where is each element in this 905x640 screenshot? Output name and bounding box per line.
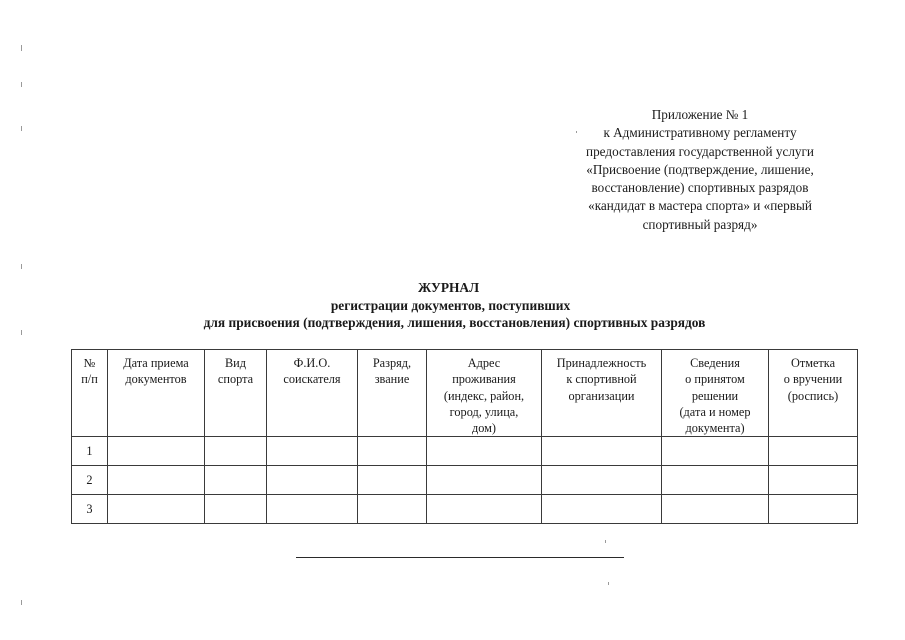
column-header-text: к спортивной [566,372,637,387]
table-cell [267,437,358,466]
column-header-text: Сведения [690,356,740,370]
column-header-text: (роспись) [787,388,839,403]
scan-speck [21,264,22,269]
appendix-line: к Административному регламенту [603,125,797,141]
appendix-line: «Присвоение (подтверждение, лишение, [586,161,814,177]
table-cell [108,495,205,524]
row-number: 2 [72,466,108,495]
scan-speck [21,126,22,131]
document-subtitle: регистрации документов, поступивших [330,297,571,313]
table-cell [358,495,427,524]
appendix-line: «кандидат в мастера спорта» и «первый [588,198,812,214]
table-cell [205,466,267,495]
table-cell [662,466,769,495]
table-cell [542,495,662,524]
appendix-line: предоставления государственной услуги [586,143,814,159]
scan-speck [608,582,609,585]
scan-speck [576,131,577,133]
column-header-text: № [83,356,96,370]
column-header-text: Отметка [790,356,836,370]
table-cell [205,495,267,524]
table-cell [108,437,205,466]
table-cell [542,466,662,495]
scan-speck [21,600,22,605]
column-header-text: Разряд, [372,356,412,370]
table-body [72,437,858,524]
appendix-block [555,106,845,234]
column-header-text: дом) [471,421,497,436]
column-header-text: Принадлежность [556,356,647,370]
column-header-text: организации [568,388,635,403]
column-header-text: решении [691,388,739,403]
appendix-line: спортивный разряд» [642,216,758,232]
table-row [72,437,858,466]
column-header [267,350,358,437]
table-row [72,495,858,524]
column-header-text: звание [374,372,410,387]
appendix-line: восстановление) спортивных разрядов [591,180,809,196]
column-header [108,350,205,437]
table-cell [427,495,542,524]
column-header-text: (дата и номер [679,404,751,419]
column-header-text: соискателя [283,372,341,387]
document-title: ЖУРНАЛ [417,280,480,295]
column-header-text: о принятом [685,372,745,387]
table-cell [542,437,662,466]
column-header-text: о вручении [783,372,843,387]
column-header-text: (индекс, район, [443,388,525,403]
table-cell [267,495,358,524]
column-header-text: Вид [224,356,247,370]
column-header-text: проживания [452,372,516,387]
table-header-row [72,350,858,437]
table-cell [205,437,267,466]
appendix-number: Приложение № 1 [651,107,749,122]
table-cell [769,466,858,495]
column-header-text: документов [125,372,187,387]
table-cell [358,466,427,495]
row-number: 1 [72,437,108,466]
table-cell [427,437,542,466]
table-cell [662,495,769,524]
scan-speck [21,330,22,335]
table-cell [427,466,542,495]
signature-line [296,557,624,558]
column-header-text: Адрес [467,356,501,370]
column-header [427,350,542,437]
table-cell [358,437,427,466]
scan-speck [21,45,22,51]
row-number: 3 [72,495,108,524]
column-header-text: Ф.И.О. [293,356,331,370]
registration-journal-table [71,349,858,524]
table-cell [769,495,858,524]
column-header-text: Дата приема [123,356,189,370]
table-cell [108,466,205,495]
column-header-text: город, улица, [449,404,519,419]
column-header [72,350,108,437]
table-cell [769,437,858,466]
column-header [662,350,769,437]
scan-speck [21,82,22,87]
document-heading [0,279,905,332]
table-row [72,466,858,495]
column-header-text: спорта [217,372,254,387]
column-header-text: документа) [685,421,745,436]
column-header [542,350,662,437]
column-header-text: п/п [81,372,98,387]
scan-speck [605,540,606,543]
table-cell [662,437,769,466]
column-header [358,350,427,437]
column-header [205,350,267,437]
column-header [769,350,858,437]
document-subtitle: для присвоения (подтверждения, лишения, восстановления) спортивных разрядов [203,315,706,331]
table-cell [267,466,358,495]
